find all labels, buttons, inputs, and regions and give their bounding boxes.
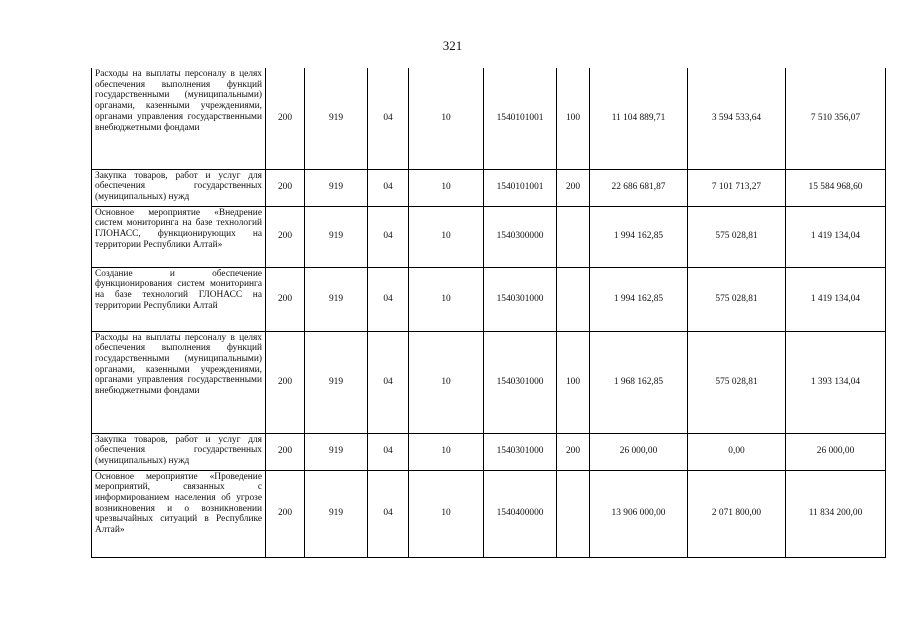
column-code-1: 200 <box>266 331 305 433</box>
amount-value-3: 1 393 134,04 <box>786 331 886 433</box>
table-row <box>92 206 886 267</box>
column-code-1: 200 <box>266 470 305 557</box>
expense-type-code: 100 <box>557 331 590 433</box>
column-code-2: 919 <box>305 470 368 557</box>
target-article-code: 1540301000 <box>484 267 557 331</box>
amount-value-1: 11 104 889,71 <box>590 68 688 169</box>
column-code-4: 10 <box>409 331 484 433</box>
target-article-code: 1540101001 <box>484 169 557 206</box>
amount-value-2: 0,00 <box>688 433 786 470</box>
target-article-code: 1540300000 <box>484 206 557 267</box>
column-code-1: 200 <box>266 206 305 267</box>
row-description: Закупка товаров, работ и услуг для обеспечения государственных (муниципальных) нужд <box>92 169 266 206</box>
column-code-3: 04 <box>368 267 409 331</box>
amount-value-2: 575 028,81 <box>688 331 786 433</box>
amount-value-2: 7 101 713,27 <box>688 169 786 206</box>
amount-value-2: 2 071 800,00 <box>688 470 786 557</box>
row-description: Создание и обеспечение функционирования систем мониторинга на базе технологий ГЛОНАСС на территории Республики Алтай <box>92 267 266 331</box>
column-code-3: 04 <box>368 169 409 206</box>
amount-value-1: 26 000,00 <box>590 433 688 470</box>
target-article-code: 1540301000 <box>484 331 557 433</box>
table-row <box>92 267 886 331</box>
expense-type-code: 200 <box>557 169 590 206</box>
column-code-4: 10 <box>409 470 484 557</box>
column-code-4: 10 <box>409 206 484 267</box>
table-row <box>92 331 886 433</box>
row-description: Расходы на выплаты персоналу в целях обеспечения выполнения функций государственными (муниципальными) органами, казенными учреждениями, органами управления государственными внебюджетными фондами <box>92 331 266 433</box>
row-description: Закупка товаров, работ и услуг для обеспечения государственных (муниципальных) нужд <box>92 433 266 470</box>
column-code-1: 200 <box>266 68 305 169</box>
amount-value-1: 1 994 162,85 <box>590 267 688 331</box>
column-code-2: 919 <box>305 169 368 206</box>
column-code-2: 919 <box>305 331 368 433</box>
amount-value-3: 15 584 968,60 <box>786 169 886 206</box>
column-code-4: 10 <box>409 68 484 169</box>
amount-value-1: 22 686 681,87 <box>590 169 688 206</box>
expense-type-code <box>557 206 590 267</box>
column-code-3: 04 <box>368 433 409 470</box>
target-article-code: 1540101001 <box>484 68 557 169</box>
target-article-code: 1540400000 <box>484 470 557 557</box>
column-code-2: 919 <box>305 433 368 470</box>
column-code-2: 919 <box>305 267 368 331</box>
amount-value-1: 1 968 162,85 <box>590 331 688 433</box>
amount-value-2: 575 028,81 <box>688 206 786 267</box>
expense-type-code <box>557 267 590 331</box>
table-row <box>92 433 886 470</box>
column-code-4: 10 <box>409 267 484 331</box>
column-code-1: 200 <box>266 433 305 470</box>
column-code-4: 10 <box>409 169 484 206</box>
amount-value-1: 13 906 000,00 <box>590 470 688 557</box>
row-description: Основное мероприятие «Внедрение систем мониторинга на базе технологий ГЛОНАСС, функционирующих на территории Республики Алтай» <box>92 206 266 267</box>
row-description: Расходы на выплаты персоналу в целях обеспечения выполнения функций государственными (муниципальными) органами, казенными учреждениями, органами управления государственными внебюджетными фондами <box>92 68 266 169</box>
table-row <box>92 68 886 169</box>
expense-type-code <box>557 470 590 557</box>
expense-type-code: 100 <box>557 68 590 169</box>
column-code-2: 919 <box>305 206 368 267</box>
amount-value-3: 1 419 134,04 <box>786 267 886 331</box>
amount-value-2: 575 028,81 <box>688 267 786 331</box>
page-number: 321 <box>442 38 463 53</box>
budget-table <box>91 68 886 558</box>
column-code-3: 04 <box>368 470 409 557</box>
amount-value-3: 11 834 200,00 <box>786 470 886 557</box>
amount-value-3: 26 000,00 <box>786 433 886 470</box>
expense-type-code: 200 <box>557 433 590 470</box>
column-code-1: 200 <box>266 267 305 331</box>
amount-value-3: 7 510 356,07 <box>786 68 886 169</box>
column-code-3: 04 <box>368 331 409 433</box>
target-article-code: 1540301000 <box>484 433 557 470</box>
table-row <box>92 470 886 557</box>
amount-value-2: 3 594 533,64 <box>688 68 786 169</box>
column-code-3: 04 <box>368 68 409 169</box>
amount-value-3: 1 419 134,04 <box>786 206 886 267</box>
table-row <box>92 169 886 206</box>
row-description: Основное мероприятие «Проведение мероприятий, связанных с информированием населения об угрозе возникновения и о возникновении чрезвычайных ситуаций в Республике Алтай» <box>92 470 266 557</box>
column-code-4: 10 <box>409 433 484 470</box>
column-code-3: 04 <box>368 206 409 267</box>
column-code-2: 919 <box>305 68 368 169</box>
column-code-1: 200 <box>266 169 305 206</box>
amount-value-1: 1 994 162,85 <box>590 206 688 267</box>
